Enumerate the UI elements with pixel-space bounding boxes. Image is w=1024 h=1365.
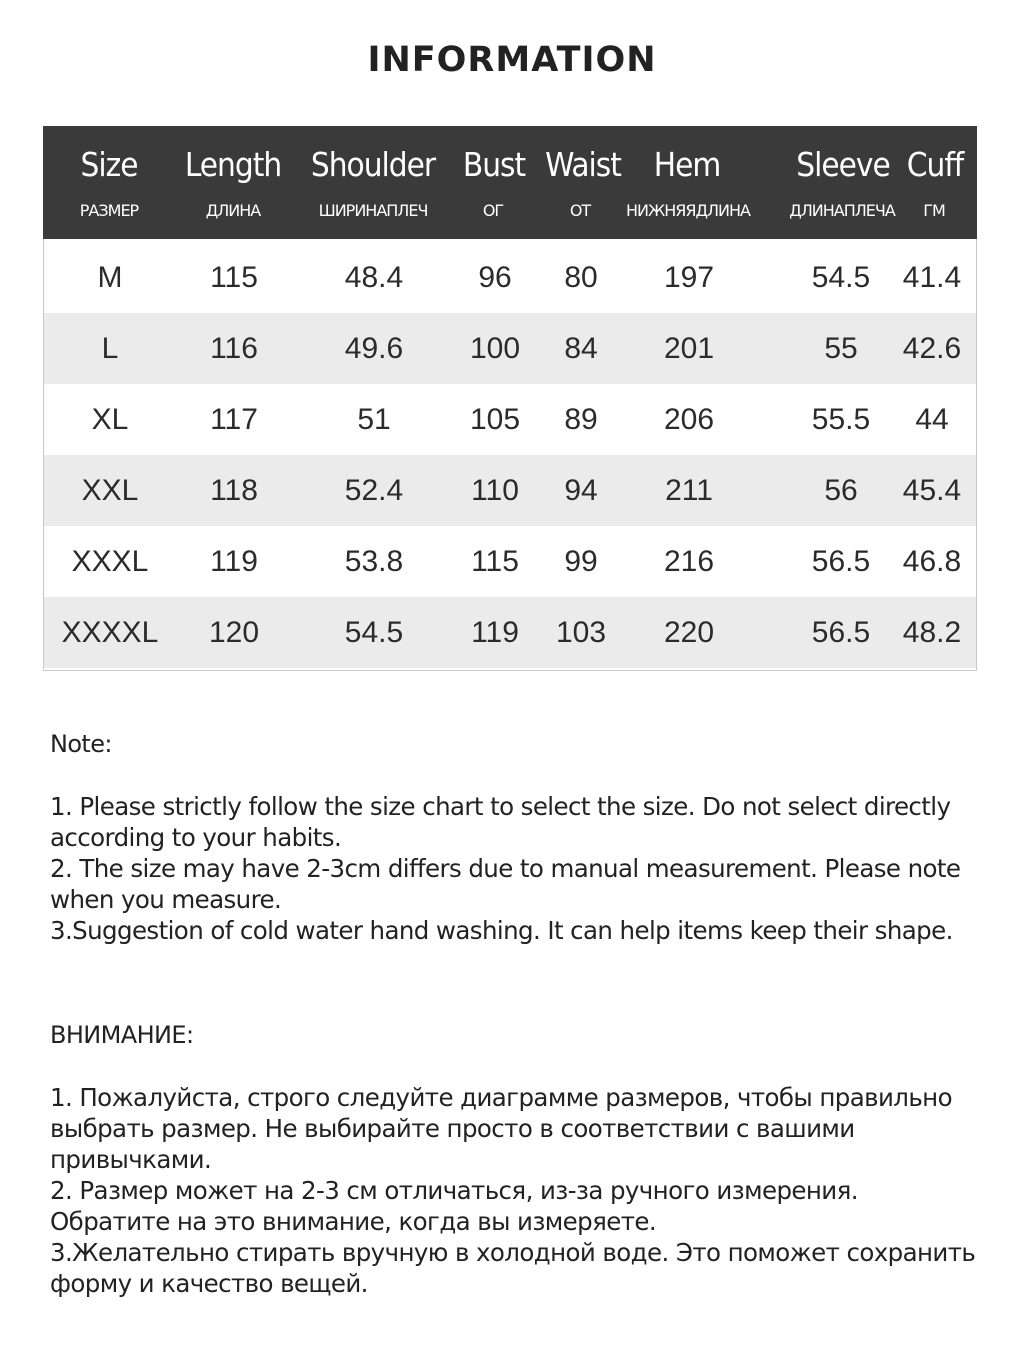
cell-cuff: 44 [915,403,949,436]
note-line: according to your habits. [50,823,342,852]
page-title: INFORMATION [367,40,657,80]
cell-hem: 201 [663,332,715,365]
header-sleeve-ru: ДЛИНАПЛЕЧА [789,201,895,220]
cell-shoulder: 52.4 [344,474,404,507]
note-russian [50,1020,980,1299]
cell-length: 116 [210,332,258,365]
cell-sleeve: 55 [824,332,858,365]
cell-waist: 103 [555,616,607,649]
table-row [44,242,976,313]
note-line: выбрать размер. Не выбирайте просто в соответствии с вашими [50,1114,855,1143]
cell-bust: 115 [471,545,519,578]
table-row [44,455,976,526]
header-size-ru: РАЗМЕР [79,201,139,220]
header-bust: Bust [462,145,526,184]
note-line: when you measure. [50,885,282,914]
cell-length: 118 [210,474,258,507]
table-row [44,597,976,668]
cell-length: 120 [208,616,260,649]
cell-length: 117 [210,403,258,436]
cell-hem: 197 [663,261,715,294]
cell-sleeve: 56 [824,474,858,507]
header-hem-ru: НИЖНЯЯДЛИНА [626,201,750,220]
note-heading: ВНИМАНИЕ: [50,1021,194,1049]
cell-size: XXXL [71,545,149,578]
cell-shoulder: 49.6 [344,332,404,365]
header-hem: Hem [653,145,721,184]
header-shoulder: Shoulder [310,145,436,184]
cell-shoulder: 51 [357,403,391,436]
header-cuff-ru: ГМ [923,201,945,220]
cell-sleeve: 56.5 [811,616,871,649]
header-cuff: Cuff [906,145,964,184]
note-line: 2. Размер может на 2-3 см отличаться, из-за ручного измерения. [50,1176,858,1205]
cell-size: L [101,332,119,365]
header-sleeve: Sleeve [796,145,890,184]
header-waist-ru: ОТ [569,201,591,220]
cell-shoulder: 48.4 [344,261,404,294]
note-heading: Note: [50,730,112,758]
cell-sleeve: 56.5 [811,545,871,578]
cell-waist: 80 [564,261,598,294]
cell-bust: 105 [469,403,521,436]
header-waist: Waist [545,145,621,184]
cell-hem: 211 [665,474,713,507]
cell-hem: 220 [663,616,715,649]
note-line: Обратите на это внимание, когда вы измеряете. [50,1207,657,1236]
note-line: 3.Suggestion of cold water hand washing. It can help items keep their shape. [50,916,953,945]
note-line: форму и качество вещей. [50,1269,368,1298]
cell-cuff: 48.2 [902,616,962,649]
table-row [44,526,976,597]
cell-bust: 110 [471,474,519,507]
cell-size: XXL [81,474,139,507]
cell-cuff: 41.4 [902,261,962,294]
cell-sleeve: 55.5 [811,403,871,436]
cell-cuff: 42.6 [902,332,962,365]
header-length: Length [184,145,282,184]
size-table [43,126,977,671]
cell-waist: 89 [564,403,598,436]
cell-size: XL [91,403,129,436]
note-english [50,729,980,946]
cell-length: 119 [210,545,258,578]
cell-bust: 100 [469,332,521,365]
note-line: привычками. [50,1145,212,1174]
cell-waist: 84 [564,332,598,365]
cell-bust: 96 [478,261,512,294]
note-line: 3.Желательно стирать вручную в холодной воде. Это поможет сохранить [50,1238,976,1267]
note-line: 2. The size may have 2-3cm differs due to manual measurement. Please note [50,854,961,883]
header-length-ru: ДЛИНА [205,201,261,220]
cell-shoulder: 54.5 [344,616,404,649]
note-line: 1. Пожалуйста, строго следуйте диаграмме размеров, чтобы правильно [50,1083,952,1112]
table-header [43,126,977,239]
cell-size: M [97,261,123,294]
cell-hem: 216 [663,545,715,578]
cell-waist: 99 [564,545,598,578]
cell-hem: 206 [663,403,715,436]
cell-waist: 94 [564,474,598,507]
cell-size: XXXXL [61,616,159,649]
note-line: 1. Please strictly follow the size chart to select the size. Do not select directly [50,792,951,821]
cell-cuff: 45.4 [902,474,962,507]
cell-length: 115 [210,261,258,294]
header-shoulder-ru: ШИРИНАПЛЕЧ [318,201,428,220]
cell-bust: 119 [471,616,519,649]
cell-cuff: 46.8 [902,545,962,578]
header-bust-ru: ОГ [482,201,504,220]
cell-sleeve: 54.5 [811,261,871,294]
table-row [44,313,976,384]
table-row [44,384,976,455]
header-size: Size [80,145,138,184]
cell-shoulder: 53.8 [344,545,404,578]
